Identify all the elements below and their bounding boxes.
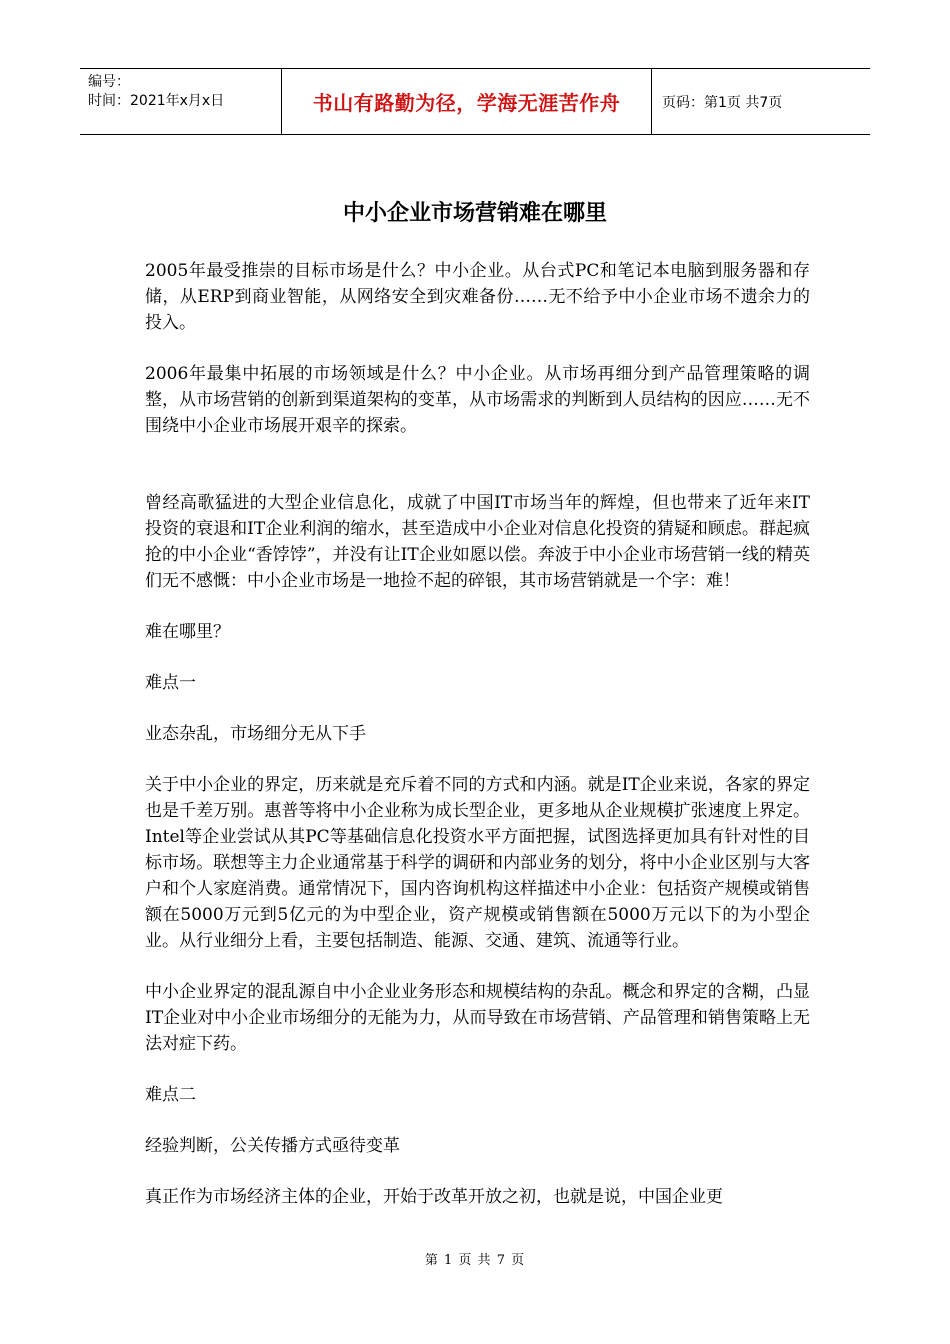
page-footer: 第 1 页 共 7 页: [424, 1253, 526, 1268]
section-subheading: 业态杂乱，市场细分无从下手: [145, 724, 366, 744]
paragraph: 真正作为市场经济主体的企业，开始于改革开放之初，也就是说，中国企业更: [145, 1187, 723, 1207]
paragraph: 关于中小企业的界定，历来就是充斥着不同的方式和内涵。就是IT企业来说，各家的界定也是千差万别。惠普等将中小企业称为成长型企业，更多地从企业规模扩张速度上界定。Intel等企业尝试从其PC等基础信息化投资水平方面把握，试图选择更加具有针对性的目标市场。联想等主力企业通常基于科学的调研和内部业务的划分，将中小企业区别与大客户和个人家庭消费。通常情况下，国内咨询机构这样描述中小企业：包括资产规模或销售额在5000万元到5亿元的为中型企业，资产规模或销售额在5000万元以下的为小型企业。从行业细分上看，主要包括制造、能源、交通、建筑、流通等行业。: [145, 775, 810, 951]
header-motto: 书山有路勤为径，学海无涯苦作舟: [282, 69, 652, 134]
document-title: 中小企业市场营销难在哪里: [342, 201, 607, 226]
paragraph: 2005年最受推崇的目标市场是什么？中小企业。从台式PC和笔记本电脑到服务器和存储，从ERP到商业智能，从网络安全到灾难备份……无不给予中小企业市场不遗余力的投入。: [145, 261, 810, 333]
paragraph: 2006年最集中拓展的市场领域是什么？中小企业。从市场再细分到产品管理策略的调整，从市场营销的创新到渠道架构的变革，从市场需求的判断到人员结构的因应……无不围绕中小企业市场展开艰辛的探索。: [145, 364, 810, 436]
document-body: [145, 258, 810, 1210]
section-subheading: 经验判断，公关传播方式亟待变革: [145, 1136, 400, 1156]
header-meta: [80, 69, 282, 134]
paragraph: 中小企业界定的混乱源自中小企业业务形态和规模结构的杂乱。概念和界定的含糊，凸显IT企业对中小企业市场细分的无能为力，从而导致在市场营销、产品管理和销售策略上无法对症下药。: [145, 982, 810, 1054]
serial-label: 编号：: [88, 74, 130, 90]
page-header: [80, 68, 870, 135]
header-page-info: 页码：第1页 共7页: [662, 94, 783, 111]
section-heading: 难点二: [145, 1085, 196, 1105]
paragraph: 难在哪里？: [145, 622, 230, 642]
section-heading: 难点一: [145, 673, 196, 693]
paragraph: 曾经高歌猛进的大型企业信息化，成就了中国IT市场当年的辉煌，但也带来了近年来IT投资的衰退和IT企业利润的缩水，甚至造成中小企业对信息化投资的猜疑和顾虑。群起疯抢的中小企业“香饽饽”，并没有让IT企业如愿以偿。奔波于中小企业市场营销一线的精英们无不感慨：中小企业市场是一地捡不起的碎银，其市场营销就是一个字：难！: [145, 493, 810, 591]
time-label: 时间：2021年x月x日: [88, 93, 225, 109]
